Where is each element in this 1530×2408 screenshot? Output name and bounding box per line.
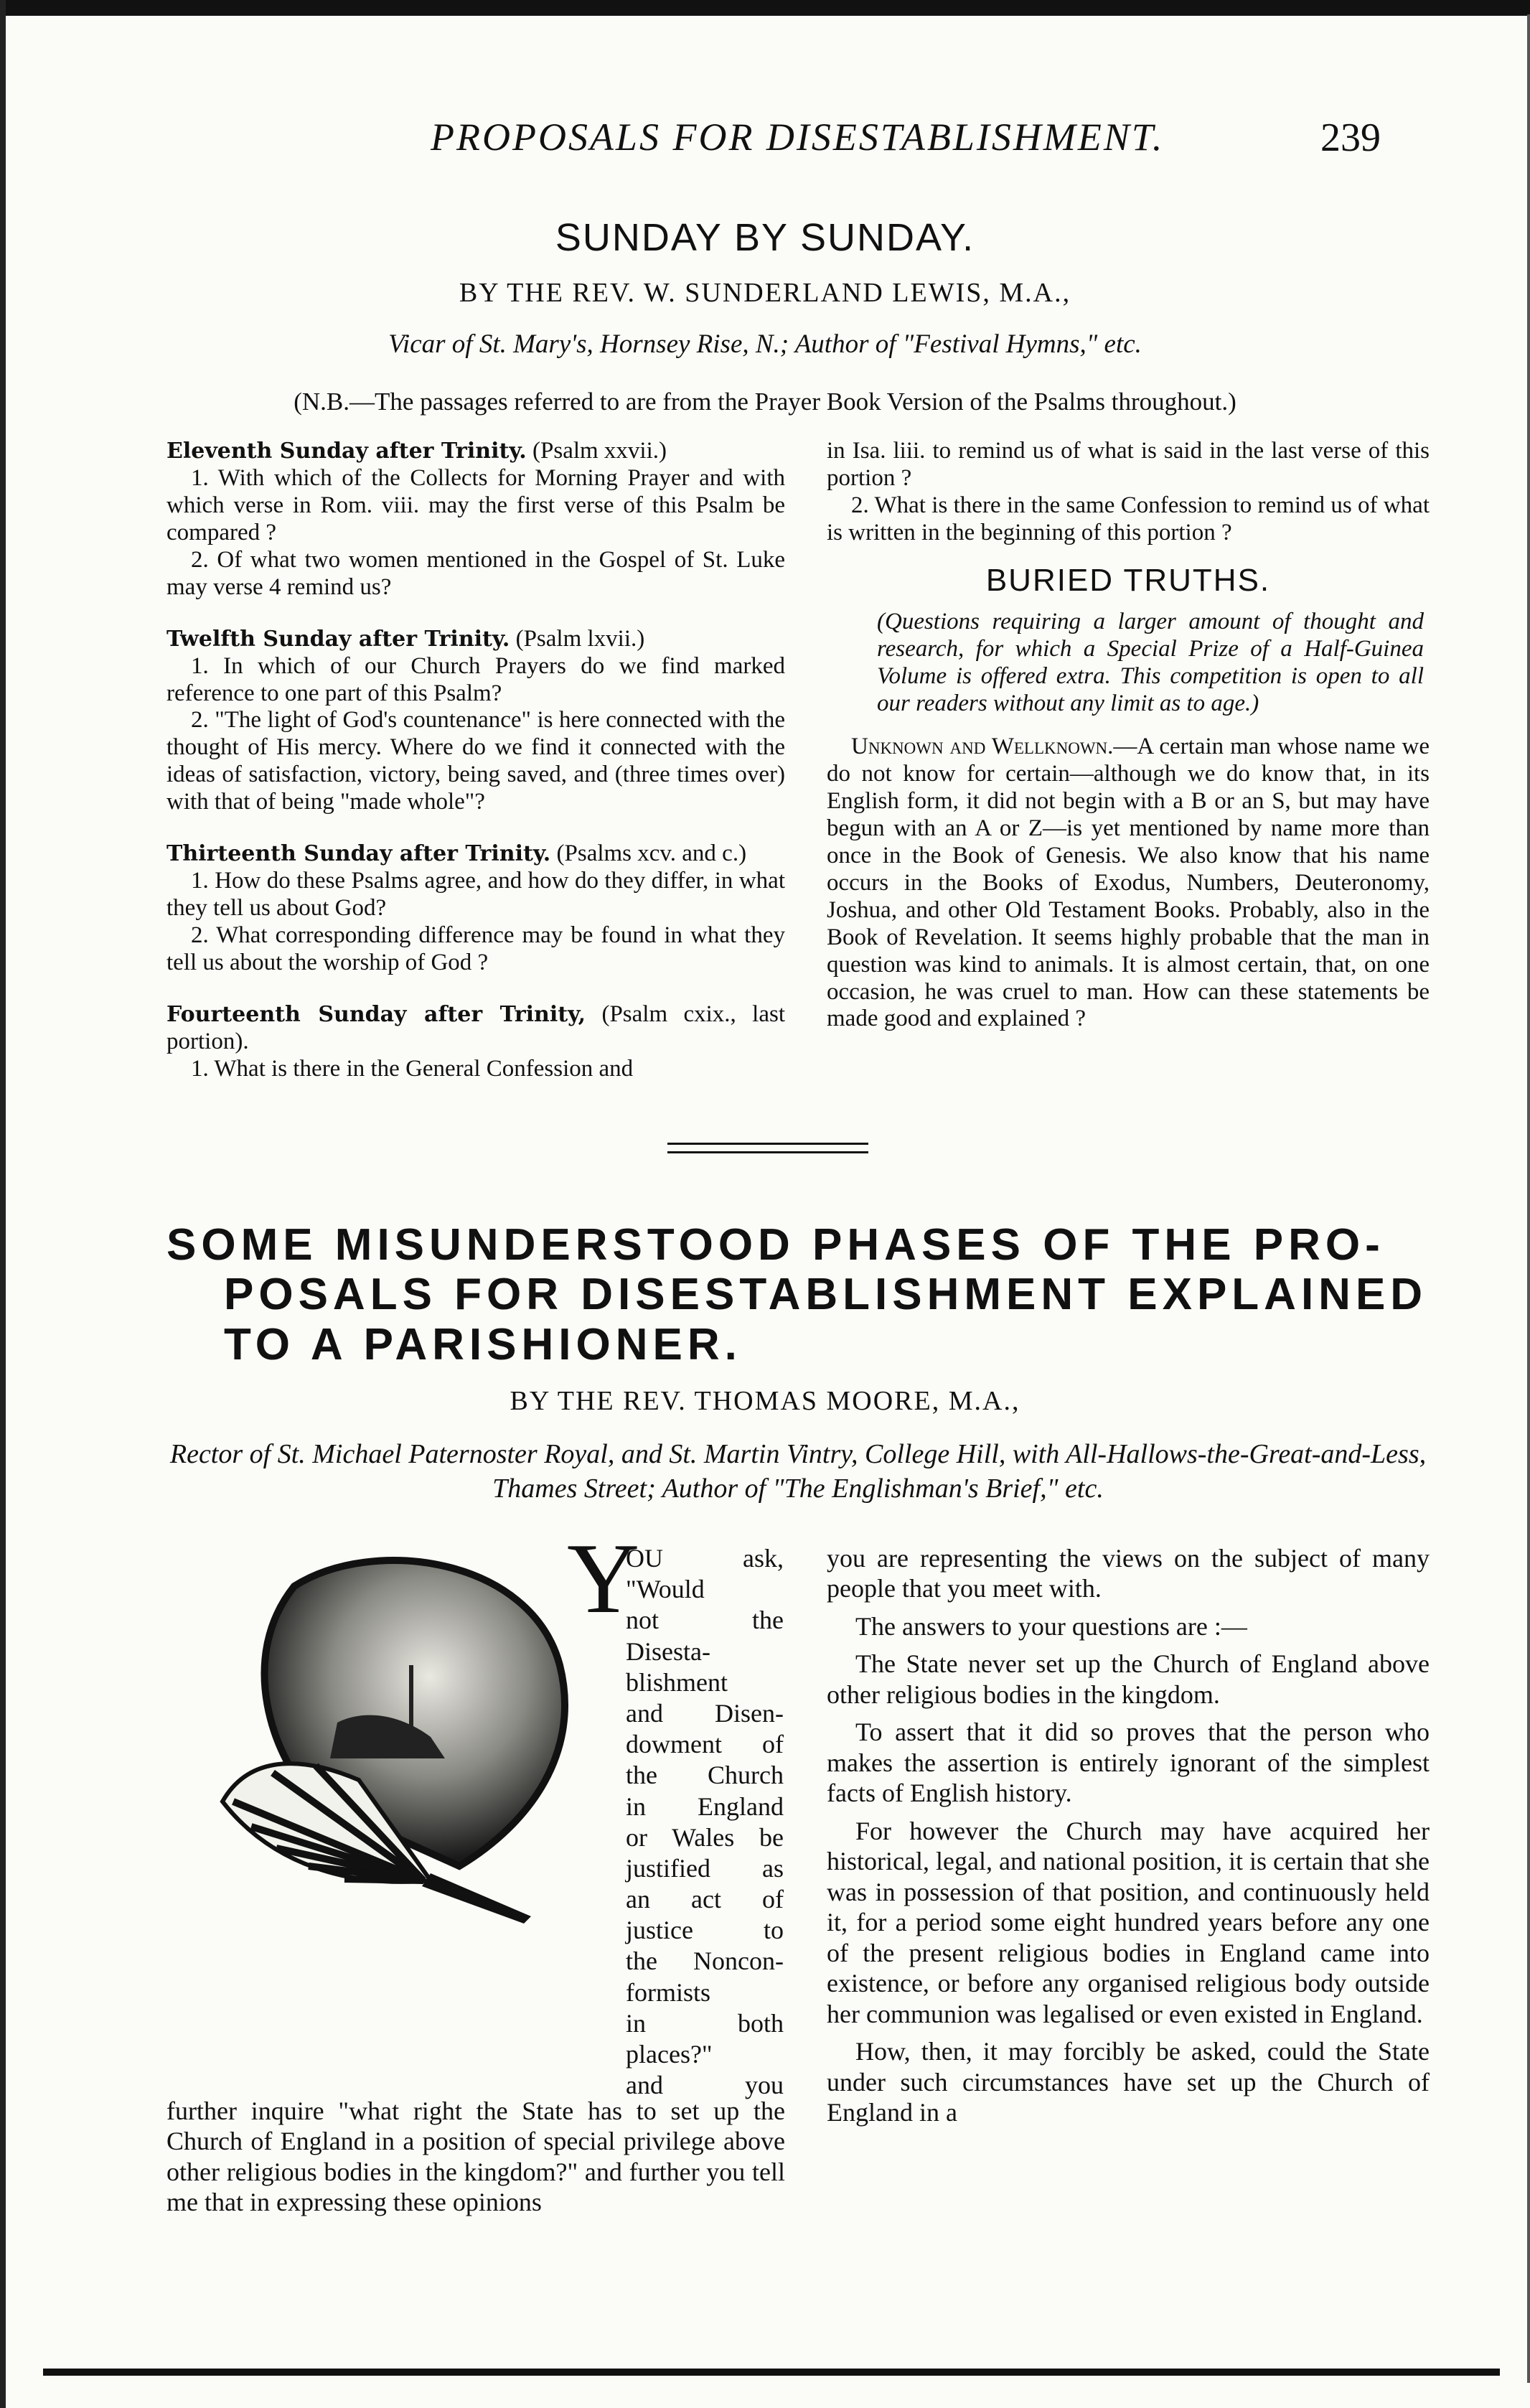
sunday-heading: Thirteenth Sunday after Trinity. (Psalms xcv. and c.) xyxy=(166,840,747,867)
question: 1. How do these Psalms agree, and how do they differ, in what they tell us about God? xyxy=(166,868,785,922)
right-column xyxy=(827,438,1430,1033)
author-affiliation: Rector of St. Michael Paternoster Royal, and St. Martin Vintry, College Hill, with All-Hallows-the-Great-and-Less, Thames Street; Author of "The Englishman's Brief," etc. xyxy=(169,1439,1427,1504)
drop-cap: Y xyxy=(567,1523,640,1634)
article-title: SOME MISUNDERSTOOD PHASES OF THE PRO- POSALS FOR DISESTABLISHMENT EXPLAINED TO A PARISHIONER. xyxy=(166,1220,1428,1369)
section-divider xyxy=(667,1143,868,1145)
left-column xyxy=(166,438,785,1083)
question: 2. What is there in the same Confession to remind us of what is written in the beginning of this portion ? xyxy=(827,492,1430,545)
author-byline: BY THE REV. THOMAS MOORE, M.A., xyxy=(510,1386,1020,1416)
editorial-note: (N.B.—The passages referred to are from the Prayer Book Version of the Psalms throughout.) xyxy=(294,388,1236,416)
sunday-heading: Twelfth Sunday after Trinity. (Psalm lxvii.) xyxy=(166,625,645,652)
page-border-top xyxy=(0,0,1530,16)
body-paragraph: How, then, it may forcibly be asked, could the State under such circumstances have set up the Church of England in a xyxy=(827,2037,1430,2127)
page-border-bottom xyxy=(43,2369,1500,2376)
question: 2. Of what two women mentioned in the Gospel of St. Luke may verse 4 remind us? xyxy=(166,546,785,600)
body-paragraph: To assert that it did so proves that the person who makes the assertion is entirely ignorant of the simplest facts of English history. xyxy=(827,1718,1430,1808)
running-title: PROPOSALS FOR DISESTABLISHMENT. xyxy=(431,116,1165,159)
body-paragraph: The answers to your questions are :— xyxy=(855,1611,1247,1641)
puzzle-paragraph: Unknown and Wellknown.—A certain man whose name we do not know for certain—although we do know that, in its English form, it did not begin with a B or an S, but may have begun with an A or Z—is yet mentioned by name more than once in the Book of Genesis. We also know that his name occurs in the Books of Exodus, Numbers, Deuteronomy, Joshua, and other Old Testament Books. Probably, also in the Book of Revelation. It seems highly probable that the man in question was kind to animals. It is almost certain, that, on one occasion, he was cruel to man. How can these statements be made good and explained ? xyxy=(827,734,1430,1032)
page-border-right xyxy=(1527,14,1530,2383)
section-divider xyxy=(667,1151,868,1153)
body-paragraph: further inquire "what right the State has to set up the Church of England in a position of special privilege above other religious bodies in the kingdom?" and further you tell me that in expressing these opinions xyxy=(166,2097,785,2217)
author-affiliation: Vicar of St. Mary's, Hornsey Rise, N.; Author of "Festival Hymns," etc. xyxy=(388,329,1142,359)
question-continuation: in Isa. liii. to remind us of what is said in the last verse of this portion ? xyxy=(827,438,1430,491)
page-border-left xyxy=(0,0,6,2408)
page-number: 239 xyxy=(1320,116,1381,160)
body-paragraph: you are representing the views on the subject of many people that you meet with. xyxy=(827,1544,1430,1603)
question: 2. "The light of God's countenance" is here connected with the thought of His mercy. Where do we find it connected with the ideas of satisfaction, victory, being saved, and (three times over) with that of being "made whole"? xyxy=(166,707,785,815)
body-paragraph: For however the Church may have acquired her historical, legal, and national position, it is certain that she was in possession of that position, and continuously held it, for a period some eight hundred years before any one of the present religious bodies in England came into existence, or before any organised religious body outside her communion was legalised or even existed in England. xyxy=(827,1816,1430,2028)
sunday-heading: Eleventh Sunday after Trinity. (Psalm xxvii.) xyxy=(166,438,667,464)
body-paragraph: The State never set up the Church of England above other religious bodies in the kingdom. xyxy=(827,1649,1430,1709)
fan-illustration xyxy=(194,1543,581,1924)
question: 2. What corresponding difference may be found in what they tell us about the worship of God ? xyxy=(166,922,785,975)
question: 1. What is there in the General Confession and xyxy=(191,1055,634,1082)
sunday-heading: Fourteenth Sunday after Trinity, (Psalm cxix., last portion). xyxy=(166,1001,785,1054)
buried-truths-note: (Questions requiring a larger amount of thought and research, for which a Special Prize of a Half-Guinea Volume is offered extra. This competition is open to all our readers without any limit as to age.) xyxy=(877,609,1424,717)
question: 1. In which of our Church Prayers do we find marked reference to one part of this Psalm? xyxy=(166,652,785,706)
narrow-text-column: OU ask, "Would not the Disesta- blishment and Disen- dowment of the Church in England or Wales be justified as an act of justice to the Noncon- formists in both places?" and you xyxy=(626,1544,784,2100)
right-body-column xyxy=(827,1543,1430,2135)
question: 1. With which of the Collects for Morning Prayer and with which verse in Rom. viii. may the first verse of this Psalm be compared ? xyxy=(166,464,785,545)
buried-truths-heading: BURIED TRUTHS. xyxy=(985,562,1271,598)
article-title: SUNDAY BY SUNDAY. xyxy=(555,216,975,259)
author-byline: BY THE REV. W. SUNDERLAND LEWIS, M.A., xyxy=(459,278,1071,308)
